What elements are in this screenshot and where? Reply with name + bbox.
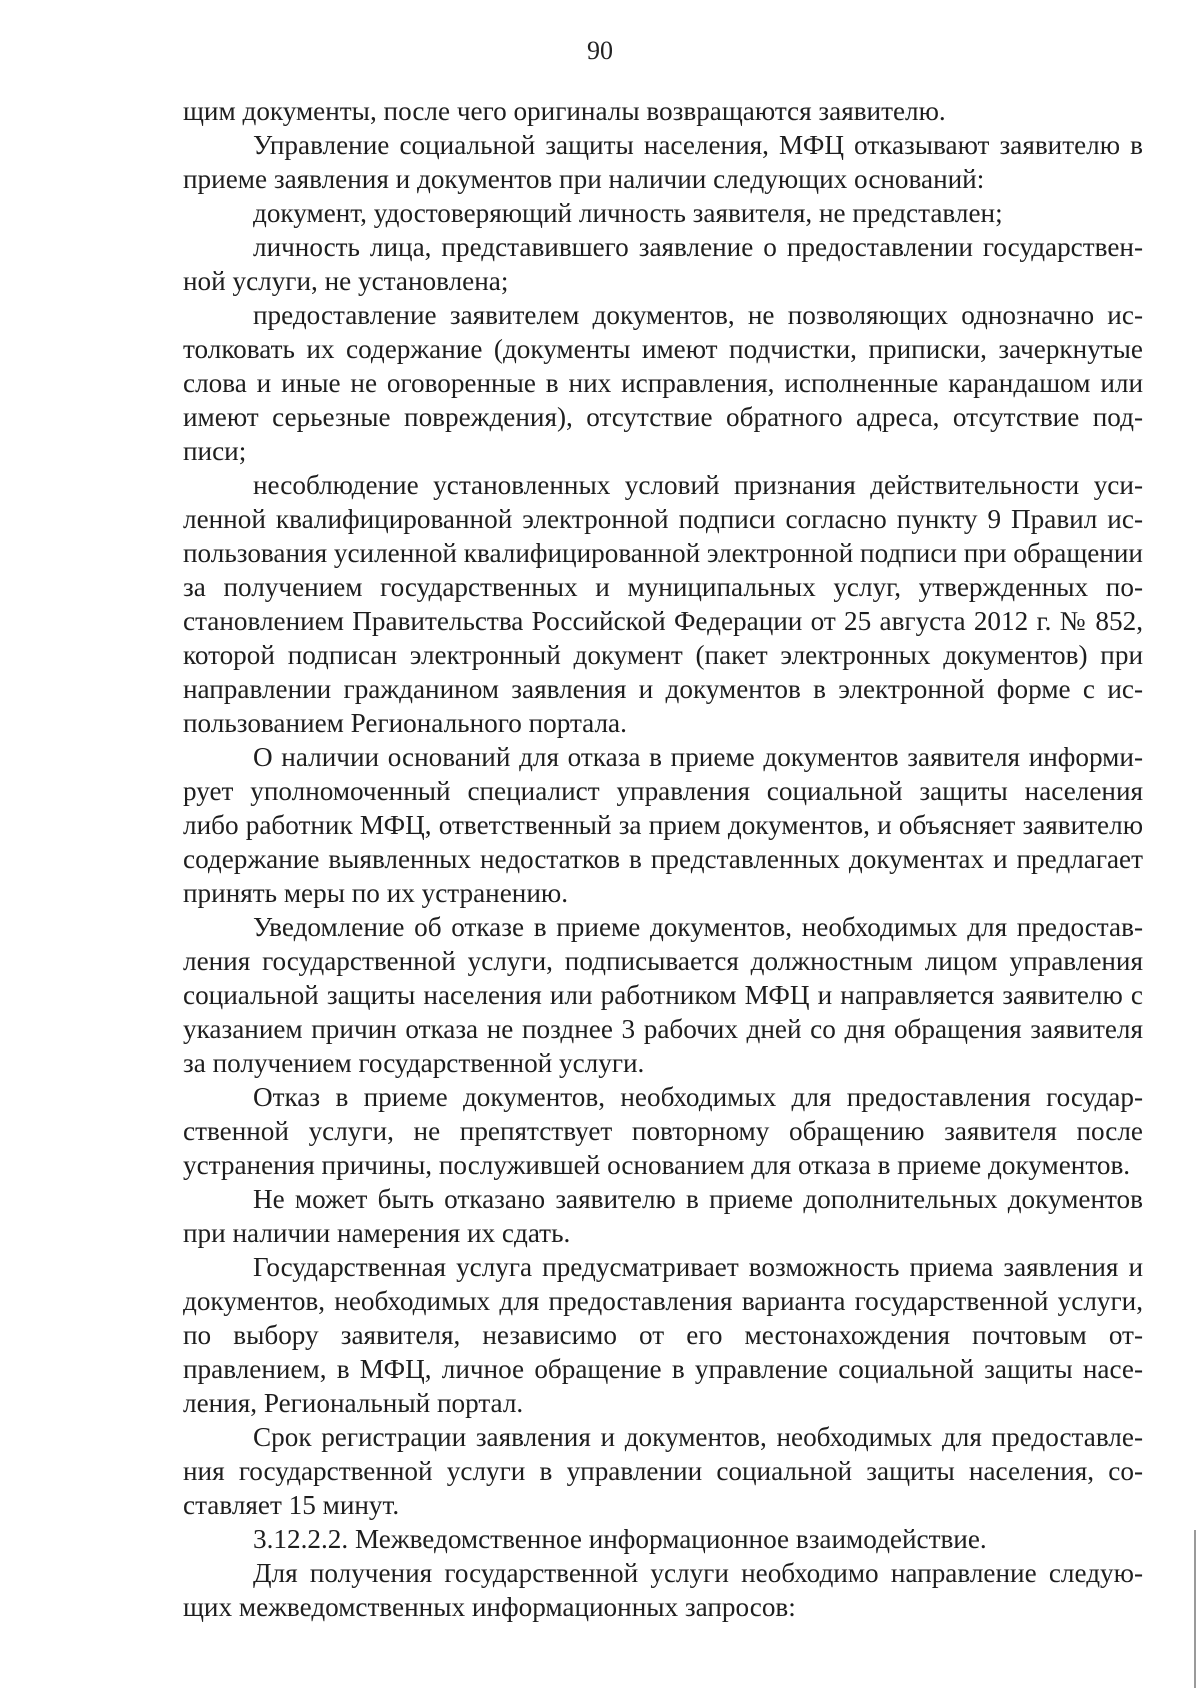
section-heading-3-12-2-2: 3.12.2.2. Межведомственное информационное взаимодействие. (253, 1524, 987, 1554)
paragraph-interagency-requests: Для получения государственной услуги необходимо направление следующих межведомственных информационных запросов: (183, 1558, 1143, 1622)
paragraph-refusal-notice: Уведомление об отказе в приеме документов, необходимых для предоставления государственной услуги, подписывается должностным лицом управления социальной защиты населения или работником МФЦ и направляется заявителю с указанием причин отказа не позднее 3 рабочих дней со дня обращения заявителя за получением государственной услуги. (183, 912, 1143, 1078)
paragraph-additional-documents: Не может быть отказано заявителю в приеме дополнительных документов при наличии намерения их сдать. (183, 1184, 1143, 1248)
paragraph-ground-documents-defects: предоставление заявителем документов, не позволяющих однозначно истолковать их содержание (документы имеют подчистки, приписки, зачеркнутые слова и иные не оговоренные в них исправления, исполненные карандашом или имеют серьезные повреждения), отсутствие обратного адреса, отсутствие подписи; (183, 300, 1143, 466)
paragraph-ground-electronic-signature: несоблюдение установленных условий признания действительности усиленной квалифицированной электронной подписи согласно пункту 9 Правил использования усиленной квалифицированной электронной подписи при обращении за получением государственных и муниципальных услуг, утвержденных постановлением Правительства Российской Федерации от 25 августа 2012 г. № 852, которой подписан электронный документ (пакет электронных документов) при направлении гражданином заявления и документов в электронной форме с использованием Регионального портала. (183, 470, 1143, 738)
paragraph-submission-channels: Государственная услуга предусматривает возможность приема заявления и документов, необходимых для предоставления варианта государственной услуги, по выбору заявителя, независимо от его местонахождения почтовым отправлением, в МФЦ, личное обращение в управление социальной защиты населения, Региональный портал. (183, 1252, 1143, 1418)
paragraph-refusal-grounds-intro: Управление социальной защиты населения, МФЦ отказывают заявителю в приеме заявления и документов при наличии следующих оснований: (183, 130, 1143, 194)
paragraph-repeat-application: Отказ в приеме документов, необходимых для предоставления государственной услуги, не препятствует повторному обращению заявителя после устранения причины, послужившей основанием для отказа в приеме документов. (183, 1082, 1143, 1180)
paragraph-ground-identity-document: документ, удостоверяющий личность заявителя, не представлен; (253, 198, 1003, 228)
document-body (183, 94, 1143, 1624)
paragraph-informing-applicant: О наличии оснований для отказа в приеме документов заявителя информирует уполномоченный специалист управления социальной защиты населения либо работник МФЦ, ответственный за прием документов, и объясняет заявителю содержание выявленных недостатков в представленных документах и предлагает принять меры по их устранению. (183, 742, 1143, 908)
page-number: 90 (587, 36, 613, 65)
scan-edge-line (1194, 1530, 1196, 1688)
paragraph-registration-term: Срок регистрации заявления и документов, необходимых для предоставления государственной услуги в управлении социальной защиты населения, составляет 15 минут. (183, 1422, 1143, 1520)
paragraph-ground-identity-not-established: личность лица, представившего заявление о предоставлении государственной услуги, не установлена; (183, 232, 1143, 296)
paragraph-continuation: щим документы, после чего оригиналы возвращаются заявителю. (183, 96, 946, 126)
